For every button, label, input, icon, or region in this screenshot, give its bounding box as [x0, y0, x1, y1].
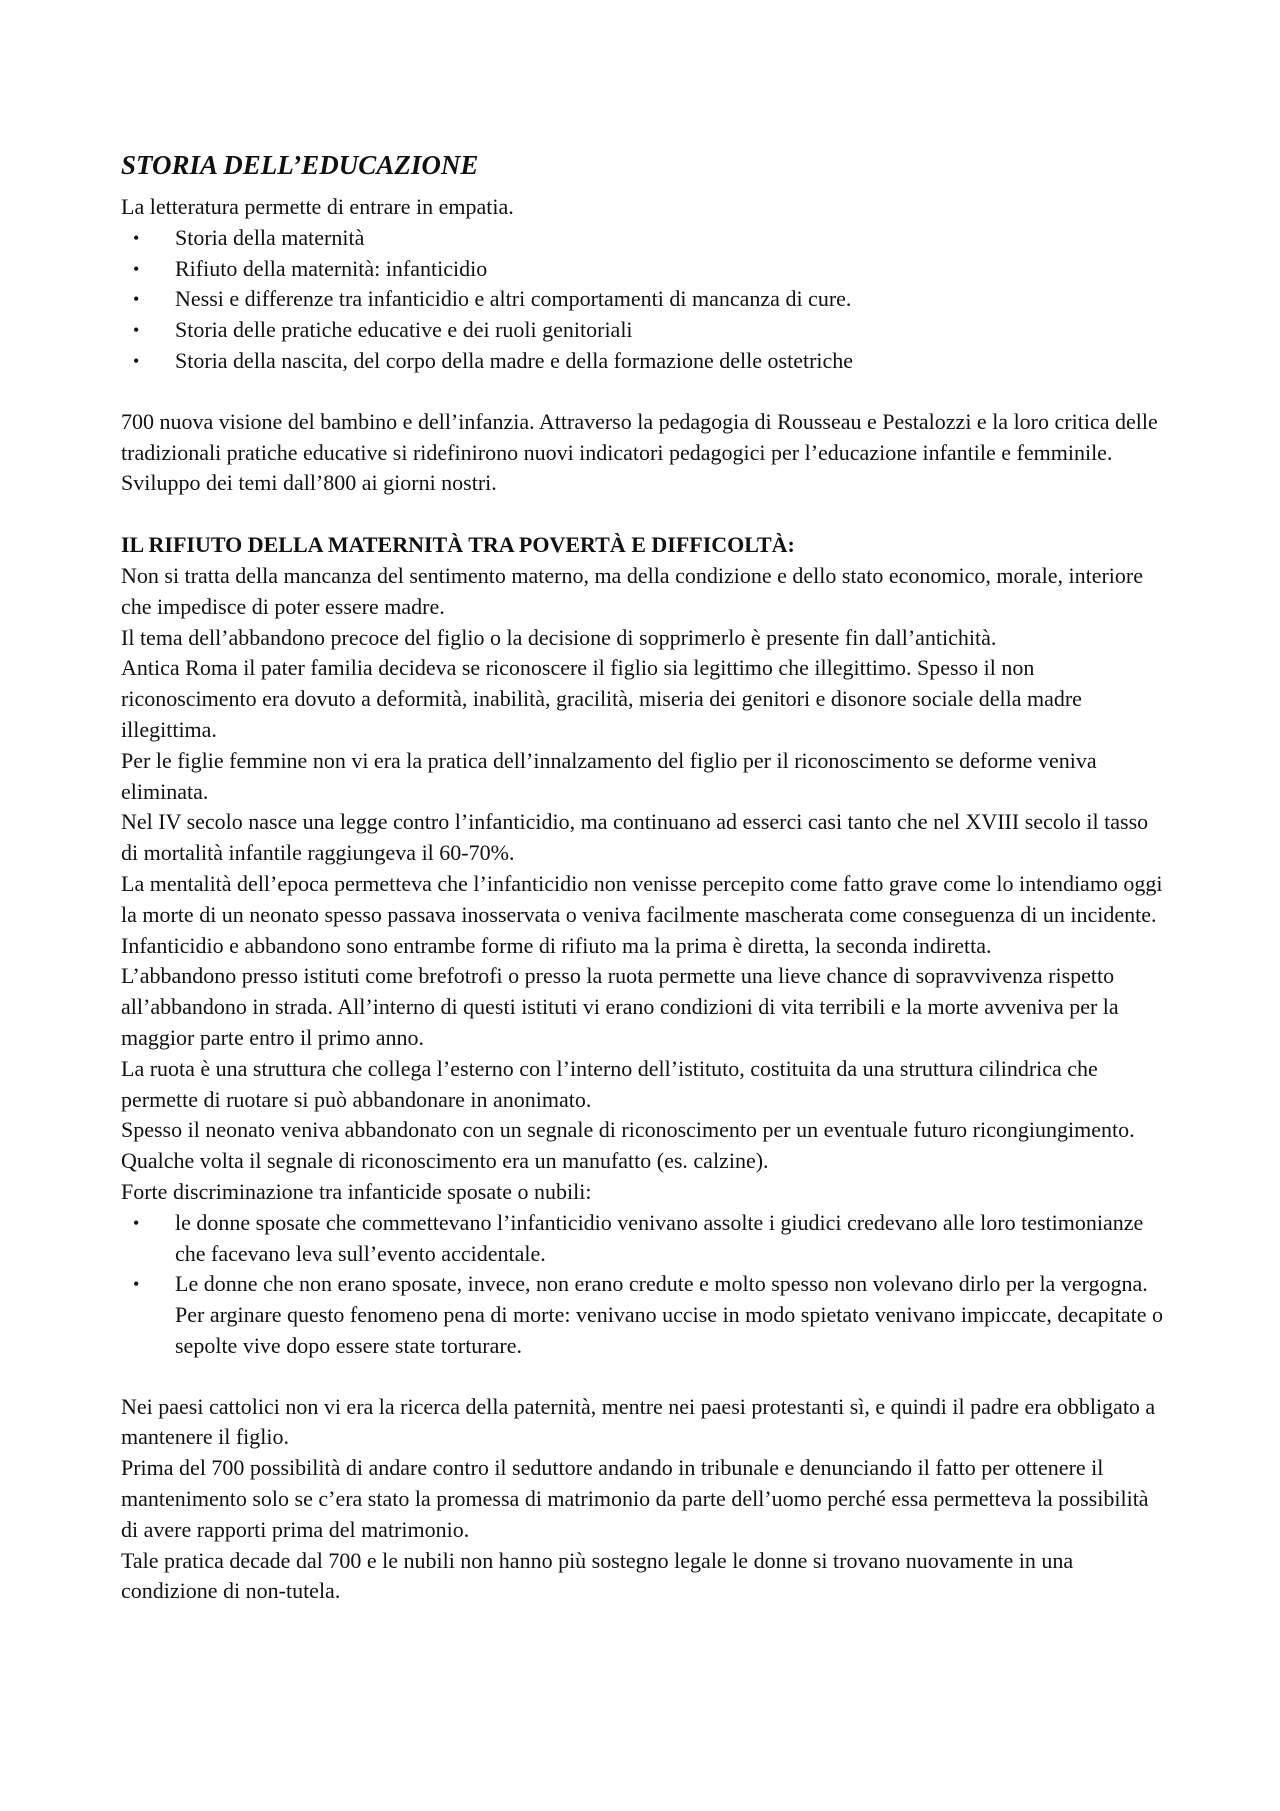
paragraph: Antica Roma il pater familia decideva se riconoscere il figlio sia legittimo che illegittimo. Spesso il non riconoscimento era dovuto a deformità, inabilità, gracilità, miseria dei genitori e disonore sociale della madre illegittima.: [121, 655, 1082, 742]
list-item: • Nessi e differenze tra infanticidio e altri comportamenti di mancanza di cure.: [121, 284, 1166, 315]
list-item: • Storia delle pratiche educative e dei ruoli genitoriali: [121, 315, 1166, 346]
paragraph: Nei paesi cattolici non vi era la ricerca della paternità, mentre nei paesi protestanti sì, e quindi il padre era obbligato a mantenere il figlio.: [121, 1393, 1156, 1450]
paragraph: La mentalità dell’epoca permetteva che l’infanticidio non venisse percepito come fatto grave come lo intendiamo oggi la morte di un neonato spesso passava inosservata o veniva facilmente mascherata come conseguenza di un incidente.: [121, 870, 1163, 927]
paragraph: Spesso il neonato veniva abbandonato con un segnale di riconoscimento per un eventuale futuro ricongiungimento. Qualche volta il segnale di riconoscimento era un manufatto (es. calzine).: [121, 1117, 1135, 1174]
paragraph: Nel IV secolo nasce una legge contro l’infanticidio, ma continuano ad esserci casi tanto che nel XVIII secolo il tasso di mortalità infantile raggiungeva il 60-70%.: [121, 809, 1149, 866]
section-heading: IL RIFIUTO DELLA MATERNITÀ TRA POVERTÀ E DIFFICOLTÀ:: [121, 532, 795, 558]
spacer: [121, 1362, 1166, 1392]
list-item: • Storia della maternità: [121, 223, 1166, 254]
paragraph: Tale pratica decade dal 700 e le nubili non hanno più sostegno legale le donne si trovano nuovamente in una condizione di non-tutela.: [121, 1547, 1074, 1604]
paragraph: Il tema dell’abbandono precoce del figlio o la decisione di sopprimerlo è presente fin dall’antichità.: [121, 624, 997, 650]
list-item: • Rifiuto della maternità: infanticidio: [121, 254, 1166, 285]
list-item: • le donne sposate che commettevano l’infanticidio venivano assolte i giudici credevano alle loro testimonianze che facevano leva sull’evento accidentale.: [121, 1208, 1166, 1270]
document-title: STORIA DELL’EDUCAZIONE: [121, 150, 479, 180]
list-item: • Storia della nascita, del corpo della madre e della formazione delle ostetriche: [121, 346, 1166, 377]
paragraph: Non si tratta della mancanza del sentimento materno, ma della condizione e dello stato economico, morale, interiore che impedisce di poter essere madre.: [121, 562, 1144, 619]
paragraph: L’abbandono presso istituti come brefotrofi o presso la ruota permette una lieve chance di sopravvivenza rispetto all’abbandono in strada. All’interno di questi istituti vi erano condizioni di vita terribili e la morte avveniva per la maggior parte entro il primo anno.: [121, 963, 1119, 1050]
list-item: • Le donne che non erano sposate, invece, non erano credute e molto spesso non volevano dirlo per la vergogna. Per arginare questo fenomeno pena di morte: venivano uccise in modo spietato venivano impiccate, decapitate o sepolte vive dopo essere state torturare.: [121, 1269, 1166, 1361]
paragraph: La ruota è una struttura che collega l’esterno con l’interno dell’istituto, costituita da una struttura cilindrica che permette di ruotare si può abbandonare in anonimato.: [121, 1055, 1098, 1112]
paragraph: Per le figlie femmine non vi era la pratica dell’innalzamento del figlio per il riconoscimento se deforme veniva eliminata.: [121, 747, 1097, 804]
intro-paragraph: La letteratura permette di entrare in empatia.: [121, 194, 514, 219]
paragraph-800: Sviluppo dei temi dall’800 ai giorni nostri.: [121, 470, 497, 496]
topics-list: [121, 223, 1166, 377]
spacer: [121, 377, 1166, 407]
document-page: [121, 148, 1166, 1607]
paragraph: Prima del 700 possibilità di andare contro il seduttore andando in tribunale e denunciando il fatto per ottenere il mantenimento solo se c’era stato la promessa di matrimonio da parte dell’uomo perché essa permetteva la possibilità di avere rapporti prima del matrimonio.: [121, 1455, 1149, 1542]
spacer: [121, 499, 1166, 530]
discrimination-list: [121, 1208, 1166, 1362]
paragraph-700: 700 nuova visione del bambino e dell’infanzia. Attraverso la pedagogia di Rousseau e Pestalozzi e la loro critica delle tradizionali pratiche educative si ridefinirono nuovi indicatori pedagogici per l’educazione infantile e femminile.: [121, 408, 1158, 465]
paragraph: Forte discriminazione tra infanticide sposate o nubili:: [121, 1178, 592, 1204]
paragraph: Infanticidio e abbandono sono entrambe forme di rifiuto ma la prima è diretta, la seconda indiretta.: [121, 932, 992, 958]
